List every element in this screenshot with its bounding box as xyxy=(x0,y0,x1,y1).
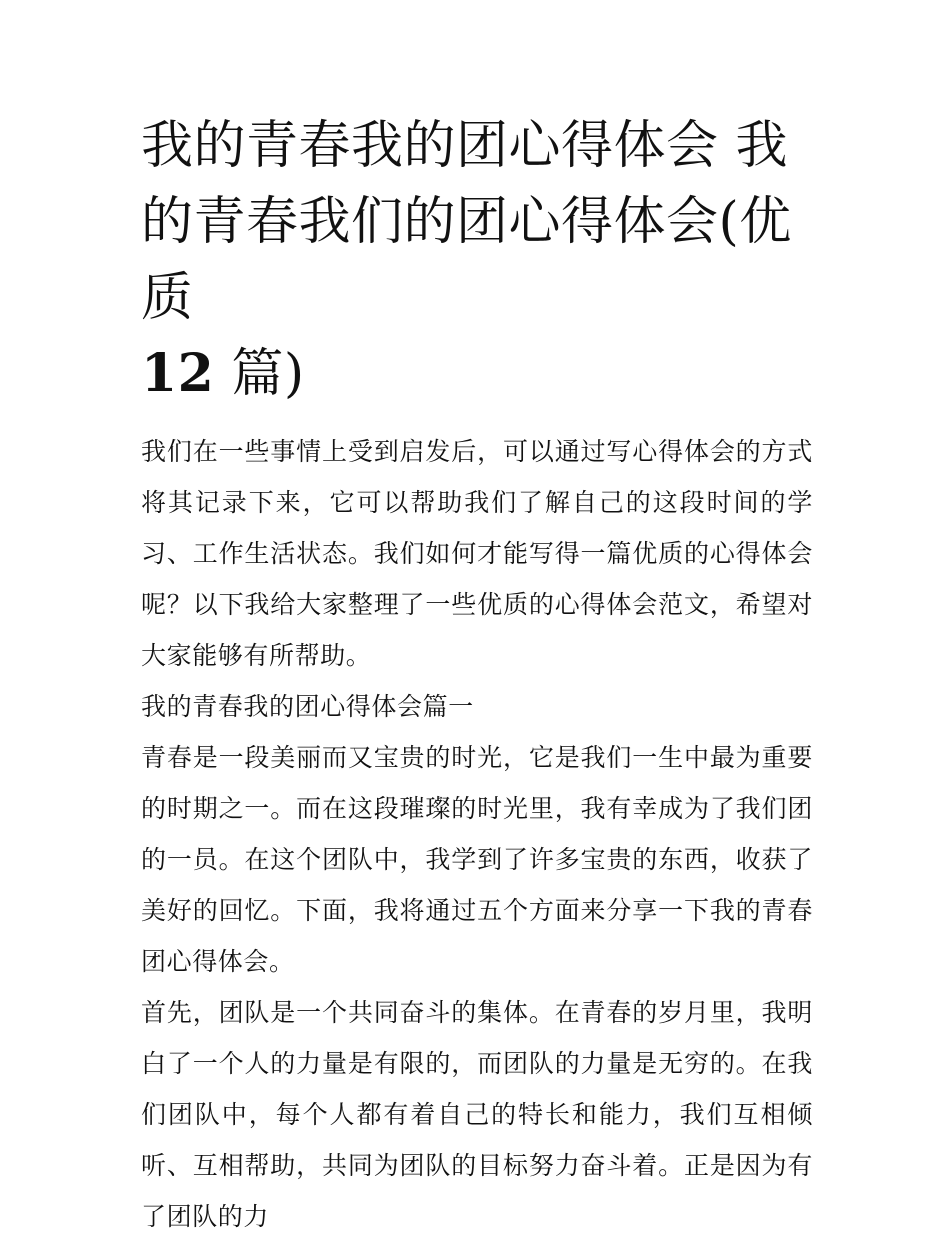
title-number: 12 xyxy=(141,343,215,404)
title-text: 我的青春我的团心得体会 我的青春我们的团心得体会(优质 xyxy=(141,116,792,328)
body-paragraph: 青春是一段美丽而又宝贵的时光，它是我们一生中最为重要的时期之一。而在这段璀璨的时光里，我有幸成为了我们团的一员。在这个团队中，我学到了许多宝贵的东西，收获了美好的回忆。下面，我将通过五个方面来分享一下我的青春团心得体会。 xyxy=(141,743,813,976)
document-body xyxy=(141,108,813,1242)
document-title xyxy=(141,108,813,412)
body-paragraph: 首先，团队是一个共同奋斗的集体。在青春的岁月里，我明白了一个人的力量是有限的，而团队的力量是无穷的。在我们团队中，每个人都有着自己的特长和能力，我们互相倾听、互相帮助，共同为团队的目标努力奋斗着。正是因为有了团队的力 xyxy=(141,998,813,1231)
intro-paragraph: 我们在一些事情上受到启发后，可以通过写心得体会的方式将其记录下来，它可以帮助我们了解自己的这段时间的学习、工作生活状态。我们如何才能写得一篇优质的心得体会呢？以下我给大家整理了一些优质的心得体会范文，希望对大家能够有所帮助。 xyxy=(141,437,813,670)
title-suffix: 篇) xyxy=(231,344,305,404)
section-heading: 我的青春我的团心得体会篇一 xyxy=(141,692,474,721)
